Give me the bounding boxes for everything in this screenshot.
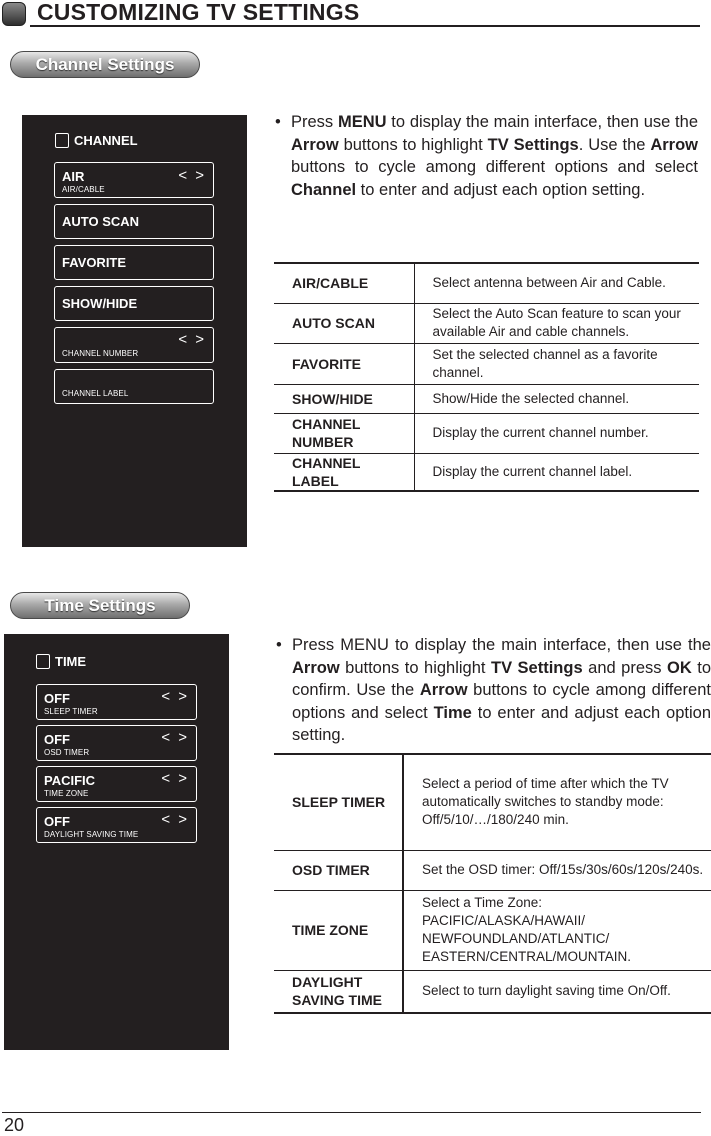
header-divider	[30, 25, 700, 27]
channel-settings-label: Channel Settings	[10, 51, 200, 78]
left-right-arrows-icon: < >	[161, 688, 189, 705]
table-row: SHOW/HIDE Show/Hide the selected channel.	[274, 384, 699, 413]
menu-item-favorite[interactable]: FAVORITE	[54, 245, 214, 280]
menu-item-show-hide[interactable]: SHOW/HIDE	[54, 286, 214, 321]
table-row: AUTO SCAN Select the Auto Scan feature to scan your available Air and cable channels.	[274, 303, 699, 343]
time-instruction: • Press MENU to display the main interface, then use the Arrow buttons to highlight TV Settings and press OK to confirm. Use the Arrow buttons to cycle among different options and select Time to enter and adjust each option setting.	[276, 636, 711, 744]
left-right-arrows-icon: < >	[178, 331, 206, 348]
menu-item-daylight-saving[interactable]: OFF DAYLIGHT SAVING TIME < >	[36, 807, 197, 843]
menu-item-osd-timer[interactable]: OFF OSD TIMER < >	[36, 725, 197, 761]
channel-instruction: • Press MENU to display the main interface, then use the Arrow buttons to highlight TV Settings. Use the Arrow buttons to cycle among different options and select Channel to enter and adjust each option setting.	[275, 113, 699, 199]
menu-item-channel-label[interactable]: CHANNEL LABEL	[54, 369, 214, 404]
table-row: TIME ZONE Select a Time Zone: PACIFIC/ALASKA/HAWAII/ NEWFOUNDLAND/ATLANTIC/ EASTERN/CENTRAL/MOUNTAIN.	[274, 890, 711, 970]
header-tv-icon	[2, 2, 26, 26]
page-title: CUSTOMIZING TV SETTINGS	[37, 0, 360, 25]
table-row: OSD TIMER Set the OSD timer: Off/15s/30s/60s/120s/240s.	[274, 850, 711, 890]
page-number: 20	[4, 1115, 25, 1135]
menu-checkbox-icon	[55, 133, 69, 148]
table-row: FAVORITE Set the selected channel as a favorite channel.	[274, 343, 699, 384]
table-row: CHANNEL LABEL Display the current channel label.	[274, 453, 699, 491]
channel-menu-title: CHANNEL	[55, 132, 138, 148]
table-row: DAYLIGHT SAVING TIME Select to turn daylight saving time On/Off.	[274, 970, 711, 1013]
left-right-arrows-icon: < >	[161, 811, 189, 828]
time-menu-title: TIME	[36, 653, 86, 669]
menu-item-auto-scan[interactable]: AUTO SCAN	[54, 204, 214, 239]
menu-item-air-cable[interactable]: AIR AIR/CABLE < >	[54, 162, 214, 198]
time-menu-screen	[4, 634, 229, 1050]
menu-item-channel-number[interactable]: CHANNEL NUMBER < >	[54, 327, 214, 363]
left-right-arrows-icon: < >	[161, 729, 189, 746]
channel-menu-screen	[22, 115, 247, 547]
table-row: SLEEP TIMER Select a period of time after which the TV automatically switches to standby mode: Off/5/10/…/180/240 min.	[274, 754, 711, 850]
left-right-arrows-icon: < >	[161, 770, 189, 787]
menu-checkbox-icon	[36, 654, 50, 669]
table-row: CHANNEL NUMBER Display the current channel number.	[274, 413, 699, 453]
menu-item-time-zone[interactable]: PACIFIC TIME ZONE < >	[36, 766, 197, 802]
footer-divider	[2, 1112, 701, 1113]
channel-settings-table	[274, 262, 699, 492]
left-right-arrows-icon: < >	[178, 167, 206, 184]
menu-item-sleep-timer[interactable]: OFF SLEEP TIMER < >	[36, 684, 197, 720]
table-row: AIR/CABLE Select antenna between Air and Cable.	[274, 263, 699, 303]
time-settings-table	[274, 753, 711, 1014]
time-settings-label: Time Settings	[10, 592, 190, 619]
